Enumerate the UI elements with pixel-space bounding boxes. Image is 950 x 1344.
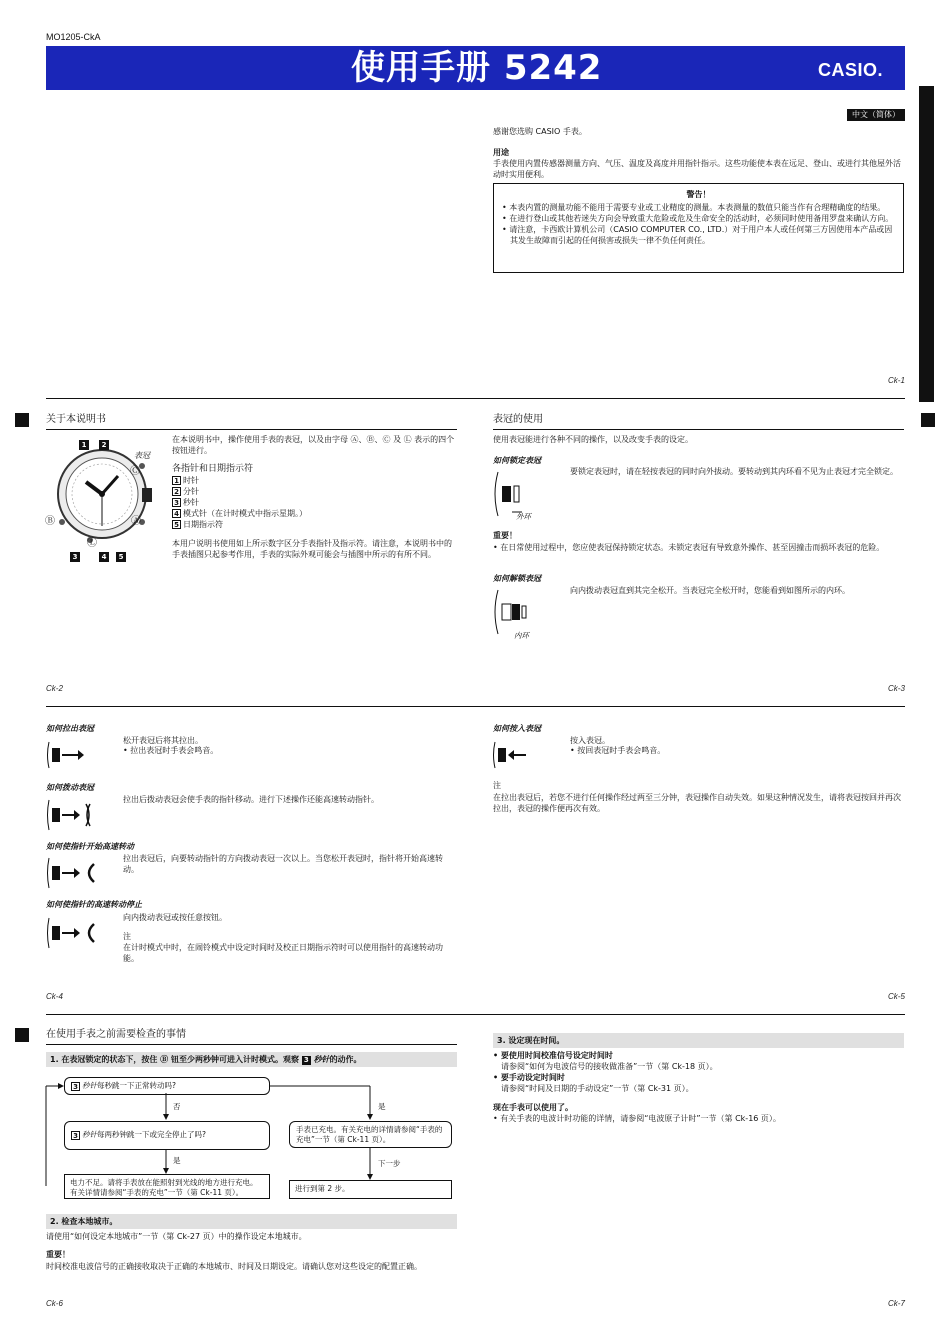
list-item: 3 秒针	[172, 497, 457, 508]
flow-low-power-box: 电力不足。请将手表放在能照射到光线的地方进行充电。有关详情请参阅“手表的充电”一节（第 Ck-11 页）。	[64, 1174, 270, 1199]
crown-fast-start-icon	[46, 858, 98, 888]
list-item: 4 模式针（在计时模式中指示星期。）	[172, 508, 457, 519]
step-3-content	[493, 1050, 904, 1124]
section-marker	[921, 413, 935, 427]
reference-text: 请参阅“时间及日期的手动设定”一节（第 Ck-31 页）。	[501, 1084, 694, 1093]
button-l-label: Ⓛ	[87, 538, 97, 549]
warning-item: • 请注意，卡西欧计算机公司（CASIO COMPUTER CO., LTD.）对于用户本人或任何第三方因使用本产品或因其发生故障而引起的任何损害或损失一律不负任何责任。	[502, 225, 893, 245]
page-number: Ck-6	[46, 1299, 63, 1308]
flow-no-label: 否	[173, 1102, 181, 1111]
crown-rotate-icon	[46, 800, 96, 830]
warning-item: • 在进行登山或其他若迷失方向会导致重大危险或危及生命安全的活动时，必须同时使用备用罗盘来确认方向。	[502, 214, 894, 223]
subheading: 如何锁定表冠	[493, 456, 541, 465]
subheading: 如何按入表冠	[493, 724, 541, 733]
hands-list	[172, 475, 457, 530]
section-marker	[15, 1028, 29, 1042]
flow-yes-label: 是	[173, 1156, 181, 1165]
list-item: 5 日期指示符	[172, 519, 457, 530]
crown-fast-stop-icon	[46, 918, 98, 948]
section-marker	[15, 413, 29, 427]
subheading: 如何拨动表冠	[46, 783, 94, 792]
document-code: MO1205-CkA	[46, 32, 101, 42]
page-number: Ck-5	[888, 992, 905, 1001]
button-a-label: Ⓐ	[131, 516, 141, 527]
list-item: • 要手动设定时间时	[493, 1073, 565, 1082]
important-note: • 在日常使用过程中，您应使表冠保持锁定状态。未锁定表冠有导致意外操作、甚至因撞击而损坏表冠的危险。	[493, 543, 885, 552]
title-banner	[46, 46, 905, 90]
important-body: 时间校准电波信号的正确接收取决于正确的本地城市、时间及日期设定。请确认您对这些设定的配置正确。	[46, 1262, 422, 1271]
casio-logo: CASIO.	[817, 60, 883, 80]
rotate-instruction: 拉出后拨动表冠会使手表的指针移动。进行下述操作还能高速转动指针。	[123, 795, 379, 804]
warning-box	[493, 183, 904, 273]
section-title: 关于本说明书	[46, 414, 457, 430]
crown-unlock-icon	[492, 588, 536, 636]
crown-pull-icon	[46, 742, 86, 768]
important-heading: 重要！	[46, 1250, 70, 1259]
push-note: • 按回表冠时手表会鸣音。	[570, 746, 666, 755]
section-title: 表冠的使用	[493, 414, 904, 430]
fast-stop-instruction: 向内拨动表冠或按任意按钮。	[123, 913, 227, 922]
push-instruction: 按入表冠。	[570, 736, 610, 745]
note-heading: 注	[493, 781, 501, 790]
note-body: 在拉出表冠后，若您不进行任何操作经过两至三分钟，表冠操作自动失效。如果这种情况发生，请将表冠按回并再次拉出，表冠的操作便再次有效。	[493, 793, 901, 813]
lock-instruction: 要锁定表冠时，请在轻按表冠的同时向外拔动。要转动到其内环看不见为止表冠才完全锁定。	[570, 467, 898, 476]
warning-item: • 本表内置的测量功能不能用于需要专业或工业精度的测量。本表测量的数值只能当作有合理精确度的结果。	[502, 203, 886, 212]
page-number: Ck-1	[888, 376, 905, 385]
list-item: 2 分针	[172, 486, 457, 497]
list-item: • 要使用时间校准信号设定时间时	[493, 1051, 613, 1060]
page-number: Ck-3	[888, 684, 905, 693]
divider	[46, 1014, 905, 1015]
flow-yes-label: 是	[378, 1102, 386, 1111]
side-tab-bar	[919, 86, 934, 402]
unlock-instruction: 向内拨动表冠直到其完全松开。当表冠完全松开时，您能看到如图所示的内环。	[570, 586, 850, 595]
warning-title: 警告！	[686, 190, 711, 199]
manual-title: 使用手册 5242	[351, 48, 603, 88]
button-c-label: Ⓒ	[130, 466, 140, 477]
hand-number-marker: 3	[70, 552, 80, 562]
pull-instruction: 松开表冠后将其拉出。	[123, 736, 203, 745]
intro-text: 在本说明书中，操作使用手表的表冠，以及由字母 Ⓐ、Ⓑ、Ⓒ 及 Ⓛ 表示的四个按钮进行。	[172, 435, 455, 455]
divider	[46, 398, 905, 399]
flow-go-step-2-box: 进行到第 2 步。	[289, 1180, 452, 1199]
page-number: Ck-4	[46, 992, 63, 1001]
flow-charged-box: 手表已充电。有关充电的详情请参阅“手表的充电”一节（第 Ck-11 页）。	[289, 1121, 452, 1148]
page-ck1	[493, 126, 905, 180]
hand-number-marker: 4	[99, 552, 109, 562]
purpose-heading: 用途	[493, 148, 509, 157]
step-2-bar: 2. 检查本地城市。	[46, 1214, 457, 1229]
section-title: 在使用手表之前需要检查的事情	[46, 1029, 457, 1045]
subheading: 如何使指针开始高速转动	[46, 842, 134, 851]
flow-question-1: 3 秒针每秒跳一下正常转动吗?	[64, 1077, 270, 1095]
step-3-bar: 3. 设定现在时间。	[493, 1033, 904, 1048]
fast-start-instruction: 拉出表冠后，向要转动指针的方向拨动表冠一次以上。当您松开表冠时，指针将开始高速转动。	[123, 854, 443, 874]
list-item: 1 时针	[172, 475, 457, 486]
language-tag: 中文（简体）	[847, 109, 905, 121]
crown-intro: 使用表冠能进行各种不同的操作，以及改变手表的设定。	[493, 435, 693, 444]
crown-label: 表冠	[134, 451, 150, 460]
note-heading: 注	[123, 932, 131, 941]
thanks-text: 感谢您选购 CASIO 手表。	[493, 127, 587, 136]
page-number: Ck-7	[888, 1299, 905, 1308]
flow-question-2: 3 秒针每两秒钟跳一下或完全停止了吗?	[64, 1121, 270, 1150]
subheading: 如何拉出表冠	[46, 724, 94, 733]
hand-number-marker: 1	[79, 440, 89, 450]
step-1-bar: 1. 在表冠锁定的状态下，按住 Ⓑ 钮至少两秒钟可进入计时模式。观察 3 秒针的动作。	[46, 1052, 457, 1067]
manual-intro	[172, 434, 457, 560]
hand-number-marker: 2	[99, 440, 109, 450]
ready-note: • 有关手表的电波计时功能的详情，请参阅“电波原子计时”一节（第 Ck-16 页）。	[493, 1114, 781, 1123]
subheading: 如何解锁表冠	[493, 574, 541, 583]
flow-next-label: 下一步	[378, 1159, 401, 1168]
page-number: Ck-2	[46, 684, 63, 693]
purpose-body: 手表使用内置传感器测量方向、气压、温度及高度并用指针指示。这些功能使本表在远足、登山、或进行其他屋外活动时实用便利。	[493, 159, 901, 179]
illustration-note: 本用户说明书使用如上所示数字区分手表指针及指示符。请注意，本说明书中的手表插图只起参考作用，手表的实际外观可能会与插图中所示的有所不同。	[172, 539, 452, 559]
step-2-body: 请使用“如何设定本地城市”一节（第 Ck-27 页）中的操作设定本地城市。	[46, 1232, 307, 1241]
important-heading: 重要！	[493, 531, 517, 540]
note-body: 在计时模式中时，在闹铃模式中设定时间时及校正日期指示符时可以使用指针的高速转动功能。	[123, 943, 443, 963]
hands-heading: 各指针和日期指示符	[172, 464, 254, 474]
button-b-label: Ⓑ	[45, 516, 55, 527]
pull-note: • 拉出表冠时手表会鸣音。	[123, 746, 219, 755]
reference-text: 请参阅“如何为电波信号的接收做准备”一节（第 Ck-18 页）。	[501, 1062, 718, 1071]
inner-ring-label: 内环	[514, 631, 529, 640]
ready-heading: 现在手表可以使用了。	[493, 1103, 573, 1112]
crown-push-icon	[492, 742, 532, 768]
subheading: 如何使指针的高速转动停止	[46, 900, 142, 909]
hand-number-marker: 5	[116, 552, 126, 562]
divider	[46, 706, 905, 707]
outer-ring-label: 外环	[516, 512, 531, 521]
